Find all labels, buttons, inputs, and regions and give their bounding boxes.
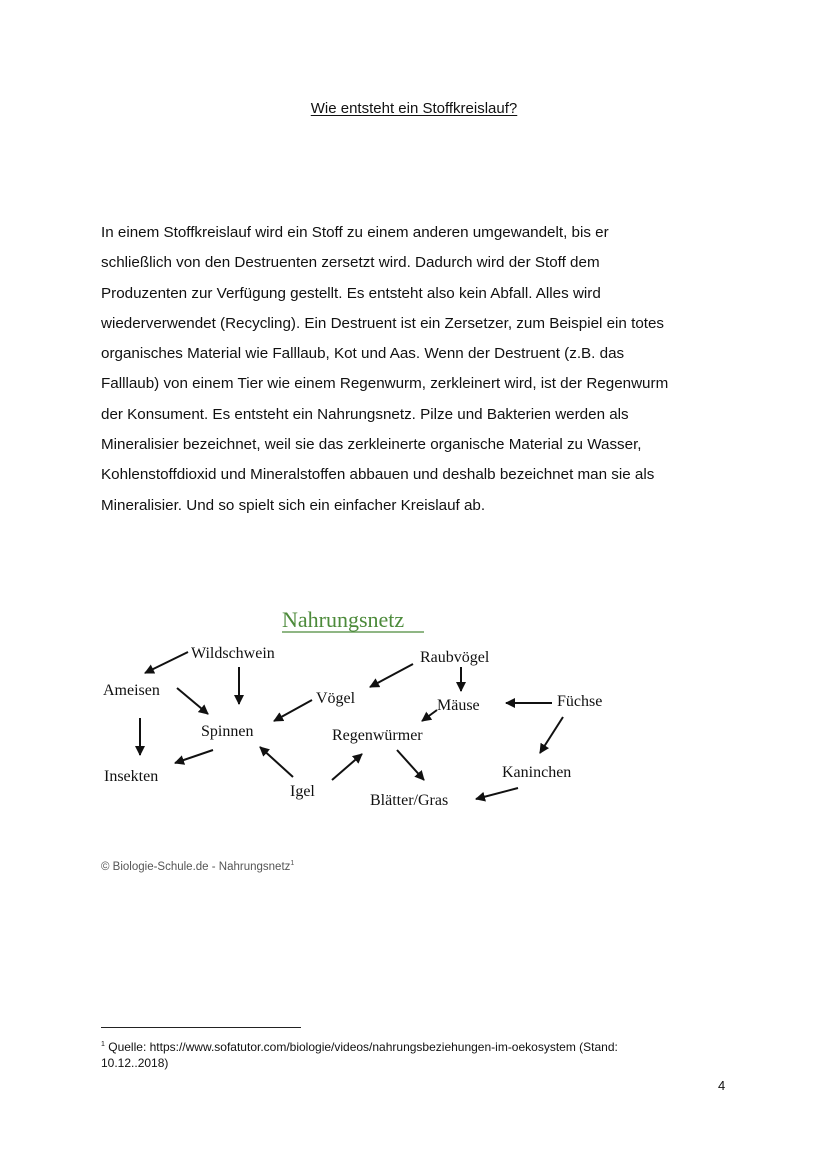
arrow-spinnen-to-insekten <box>175 750 213 763</box>
paragraph-line: wiederverwendet (Recycling). Ein Destruent ist ein Zersetzer, zum Beispiel ein totes <box>101 314 665 332</box>
paragraph-line: Produzenten zur Verfügung gestellt. Es entsteht also kein Abfall. Alles wird <box>101 284 601 302</box>
footnote-source-text: Quelle: https://www.sofatutor.com/biologie/videos/nahrungsbeziehungen-im-oekosystem (Stand: <box>108 1040 618 1054</box>
paragraph-line: Falllaub) von einem Tier wie einem Regenwurm, zerkleinert wird, ist der Regenwurm <box>101 375 669 393</box>
node-spinnen: Spinnen <box>201 723 254 740</box>
footnote-line <box>101 1037 741 1055</box>
page-number: 4 <box>718 1078 726 1093</box>
paragraph-line: Mineralisier. Und so spielt sich ein einfacher Kreislauf ab. <box>101 496 486 514</box>
arrow-regenwuermer-to-blaetter-gras <box>397 750 424 780</box>
node-ameisen: Ameisen <box>103 682 160 699</box>
footnote-divider <box>101 1027 301 1028</box>
arrow-ameisen-to-spinnen <box>177 688 208 714</box>
node-wildschwein: Wildschwein <box>191 645 275 662</box>
footnote-line: 10.12..2018) <box>101 1056 169 1070</box>
node-blaetter-gras: Blätter/Gras <box>370 792 449 809</box>
paragraph-line: Mineralisier bezeichnet, weil sie das zerkleinerte organische Material zu Wasser, <box>101 436 642 454</box>
footnote <box>101 1037 741 1071</box>
arrow-wildschwein-to-ameisen <box>145 652 188 673</box>
arrow-fuechse-to-kaninchen <box>540 717 563 753</box>
paragraph-line: schließlich von den Destruenten zersetzt wird. Dadurch wird der Stoff dem <box>101 254 600 272</box>
arrow-igel-to-regenwuermer <box>332 754 362 780</box>
paragraph-line: In einem Stoffkreislauf wird ein Stoff zu einem anderen umgewandelt, bis er <box>101 224 609 241</box>
node-voegel: Vögel <box>316 690 356 707</box>
arrow-igel-to-spinnen <box>260 747 293 777</box>
node-raubvoegel: Raubvögel <box>420 649 490 666</box>
food-web-title: Nahrungsnetz <box>282 607 405 632</box>
caption-text: © Biologie-Schule.de - Nahrungsnetz <box>101 860 291 873</box>
footnote-mark: 1 <box>101 1041 105 1048</box>
page-title: Wie entsteht ein Stoffkreislauf? <box>310 100 518 117</box>
node-maeuse: Mäuse <box>437 697 480 714</box>
node-fuechse: Füchse <box>557 693 603 710</box>
figure-caption <box>101 860 294 873</box>
node-kaninchen: Kaninchen <box>502 764 572 781</box>
paragraph-line: Kohlenstoffdioxid und Mineralstoffen abbauen und deshalb bezeichnet man sie als <box>101 466 655 484</box>
food-web-diagram <box>100 600 620 820</box>
arrow-maeuse-to-regenwuermer <box>422 710 437 721</box>
arrow-voegel-to-spinnen <box>274 700 312 721</box>
arrow-kaninchen-to-blaetter-gras <box>476 788 518 799</box>
node-regenwuermer: Regenwürmer <box>332 727 423 744</box>
node-insekten: Insekten <box>104 768 159 785</box>
node-igel: Igel <box>290 783 315 800</box>
paragraph-line: der Konsument. Es entsteht ein Nahrungsnetz. Pilze und Bakterien werden als <box>101 405 629 423</box>
caption-footnote-mark: 1 <box>290 860 295 867</box>
body-paragraph <box>101 218 741 521</box>
arrow-raubvoegel-to-voegel <box>370 664 413 687</box>
paragraph-line: organisches Material wie Falllaub, Kot und Aas. Wenn der Destruent (z.B. das <box>101 345 625 363</box>
